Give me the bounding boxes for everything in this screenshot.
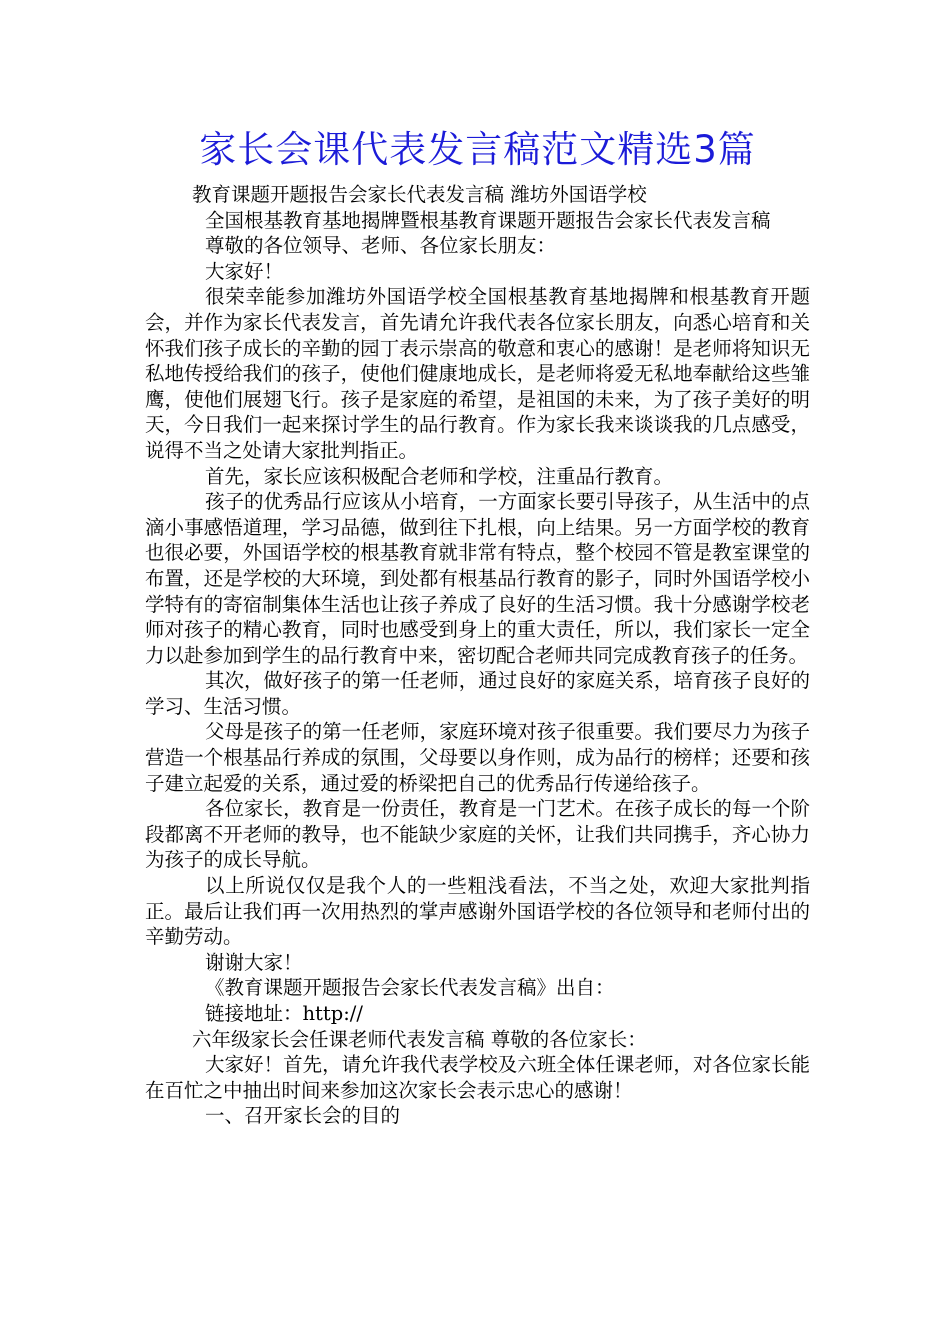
paragraph: 尊敬的各位领导、老师、各位家长朋友： <box>205 234 557 258</box>
paragraph: 其次，做好孩子的第一任老师，通过良好的家庭关系，培育孩子良好的学习、生活习惯。 <box>145 669 810 718</box>
paragraph: 首先，家长应该积极配合老师和学校，注重品行教育。 <box>205 464 674 488</box>
paragraph: 以上所说仅仅是我个人的一些粗浅看法，不当之处，欢迎大家批判指正。最后让我们再一次用热烈的掌声感谢外国语学校的各位领导和老师付出的辛勤劳动。 <box>145 874 810 949</box>
paragraph: 全国根基教育基地揭牌暨根基教育课题开题报告会家长代表发言稿 <box>205 208 771 232</box>
paragraph: 六年级家长会任课老师代表发言稿 尊敬的各位家长： <box>192 1027 647 1051</box>
document-body <box>145 182 810 1129</box>
link-line: 链接地址：http:// <box>205 1002 363 1025</box>
document-page <box>145 118 810 1129</box>
section-heading: 一、召开家长会的目的 <box>205 1104 401 1128</box>
paragraph: 大家好！ <box>205 259 284 283</box>
paragraph: 教育课题开题报告会家长代表发言稿 潍坊外国语学校 <box>192 183 647 206</box>
paragraph: 孩子的优秀品行应该从小培育，一方面家长要引导孩子，从生活中的点滴小事感悟道理，学习品德，做到往下扎根，向上结果。另一方面学校的教育也很必要，外国语学校的根基教育就非常有特点，整个校园不管是教室课堂的布置，还是学校的大环境，到处都有根基品行教育的影子，同时外国语学校小学特有的寄宿制集体生活也让孩子养成了良好的生活习惯。我十分感谢学校老师对孩子的精心教育，同时也感受到身上的重大责任，所以，我们家长一定全力以赴参加到学生的品行教育中来，密切配合老师共同完成教育孩子的任务。 <box>145 490 810 667</box>
paragraph: 很荣幸能参加潍坊外国语学校全国根基教育基地揭牌和根基教育开题会，并作为家长代表发言，首先请允许我代表各位家长朋友，向悉心培育和关怀我们孩子成长的辛勤的园丁表示崇高的敬意和衷心的感谢！是老师将知识无私地传授给我们的孩子，使他们健康地成长，是老师将爱无私地奉献给这些雏鹰，使他们展翅飞行。孩子是家庭的希望，是祖国的未来，为了孩子美好的明天，今日我们一起来探讨学生的品行教育。作为家长我来谈谈我的几点感受，说得不当之处请大家批判指正。 <box>145 285 810 462</box>
paragraph: 《教育课题开题报告会家长代表发言稿》出自： <box>205 976 615 1000</box>
paragraph: 各位家长，教育是一份责任，教育是一门艺术。在孩子成长的每一个阶段都离不开老师的教导，也不能缺少家庭的关怀，让我们共同携手，齐心协力为孩子的成长导航。 <box>145 797 810 872</box>
document-title: 家长会课代表发言稿范文精选3篇 <box>199 128 756 171</box>
paragraph: 大家好！首先，请允许我代表学校及六班全体任课老师，对各位家长能在百忙之中抽出时间来参加这次家长会表示忠心的感谢！ <box>145 1053 810 1102</box>
paragraph: 谢谢大家！ <box>205 950 303 974</box>
paragraph: 父母是孩子的第一任老师，家庭环境对孩子很重要。我们要尽力为孩子营造一个根基品行养成的氛围，父母要以身作则，成为品行的榜样；还要和孩子建立起爱的关系，通过爱的桥梁把自己的优秀品行传递给孩子。 <box>145 720 810 795</box>
